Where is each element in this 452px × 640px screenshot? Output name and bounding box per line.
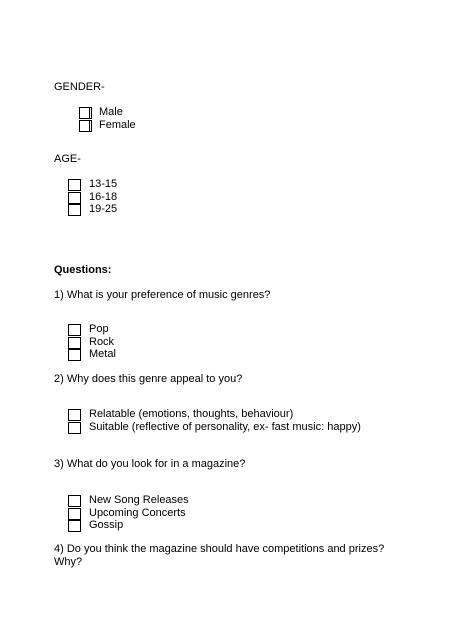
- q2-relatable-checkbox[interactable]: [68, 409, 81, 421]
- question-4-line-2: Why?: [54, 556, 83, 568]
- q1-metal-label: Metal: [89, 348, 116, 360]
- q3-gossip-label: Gossip: [89, 519, 124, 531]
- q2-suitable-checkbox[interactable]: [68, 422, 81, 434]
- q1-rock-checkbox[interactable]: [68, 337, 81, 349]
- age-heading: AGE-: [54, 153, 81, 165]
- gender-male-checkbox[interactable]: [79, 107, 92, 119]
- q3-new-song-releases-label: New Song Releases: [89, 494, 189, 506]
- age-13-15-label: 13-15: [89, 178, 118, 190]
- q1-metal-checkbox[interactable]: [68, 349, 81, 361]
- question-1: 1) What is your preference of music genres?: [54, 289, 271, 301]
- gender-heading: GENDER-: [54, 81, 105, 93]
- q1-pop-label: Pop: [89, 323, 109, 335]
- questions-heading: Questions:: [54, 264, 112, 276]
- q3-new-song-releases-checkbox[interactable]: [68, 495, 81, 507]
- gender-male-label: Male: [99, 106, 123, 118]
- q3-gossip-checkbox[interactable]: [68, 520, 81, 532]
- age-16-18-label: 16-18: [89, 190, 118, 203]
- question-4-line-1: 4) Do you think the magazine should have competitions and prizes?: [54, 543, 385, 555]
- q2-suitable-label: Suitable (reflective of personality, ex- fast music: happy): [89, 420, 361, 433]
- age-13-15-checkbox[interactable]: [68, 179, 81, 191]
- gender-female-checkbox[interactable]: [79, 120, 92, 132]
- question-3: 3) What do you look for in a magazine?: [54, 458, 246, 470]
- q1-rock-label: Rock: [89, 335, 115, 348]
- q2-relatable-label: Relatable (emotions, thoughts, behaviour): [89, 408, 294, 420]
- q1-pop-checkbox[interactable]: [68, 324, 81, 336]
- age-19-25-checkbox[interactable]: [68, 204, 81, 216]
- question-2: 2) Why does this genre appeal to you?: [54, 373, 243, 385]
- gender-female-label: Female: [99, 118, 136, 131]
- q3-upcoming-concerts-checkbox[interactable]: [68, 508, 81, 520]
- age-19-25-label: 19-25: [89, 203, 118, 215]
- age-16-18-checkbox[interactable]: [68, 192, 81, 204]
- q3-upcoming-concerts-label: Upcoming Concerts: [89, 506, 186, 519]
